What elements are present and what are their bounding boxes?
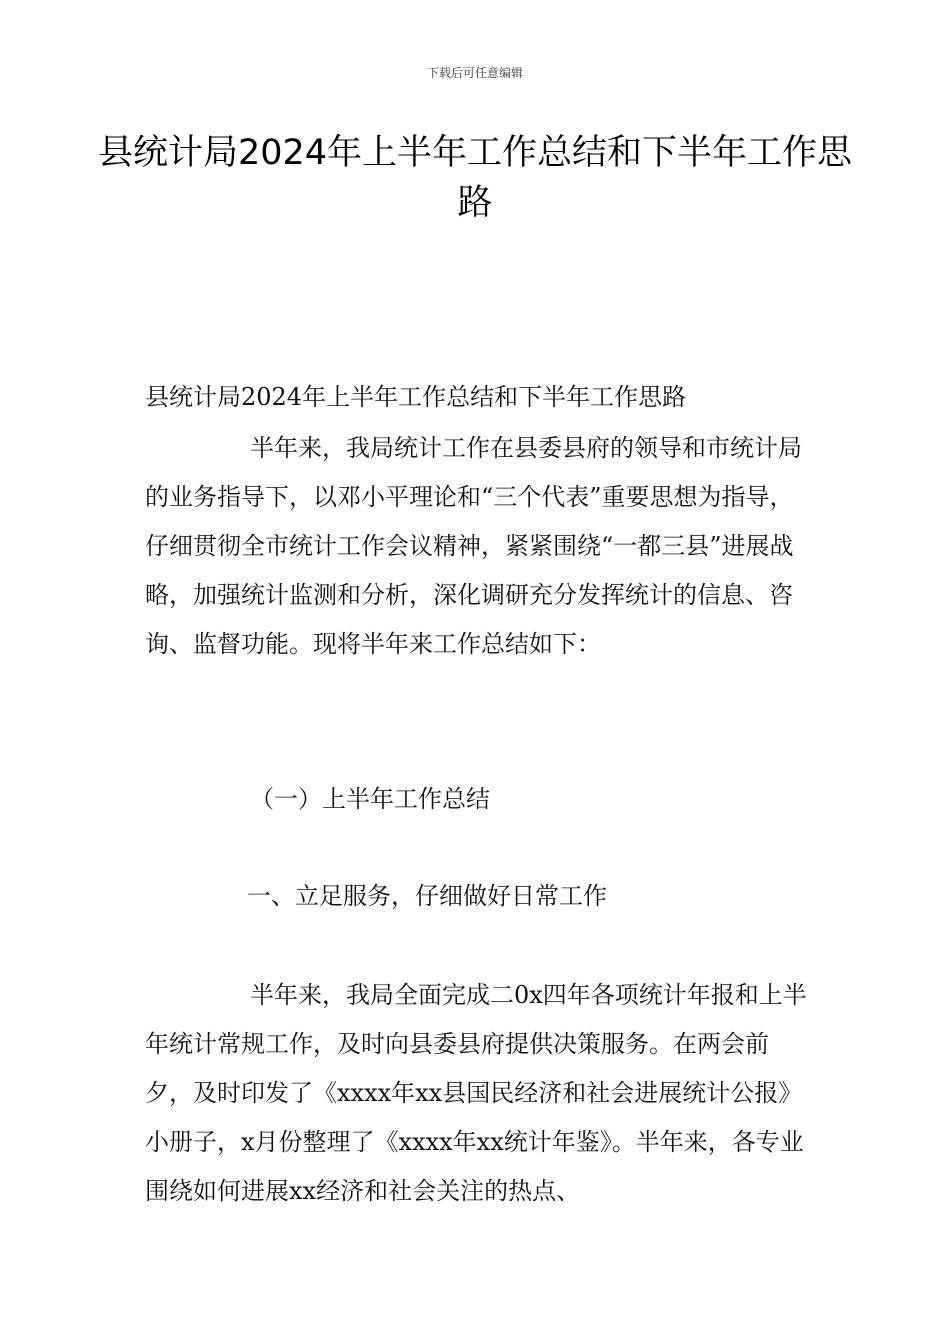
body-paragraph: 半年来，我局全面完成二0x四年各项统计年报和上半年统计常规工作，及时向县委县府提供决策服务。在两会前夕，及时印发了《xxxx年xx县国民经济和社会进展统计公报》小册子，x月份整理了《xxxx年xx统计年鉴》。半年来，各专业围绕如何进展xx经济和社会关注的热点、 — [145, 981, 807, 1205]
intro-paragraph: 半年来，我局统计工作在县委县府的领导和市统计局的业务指导下，以邓小平理论和“三个代表”重要思想为指导，仔细贯彻全市统计工作会议精神，紧紧围绕“一都三县”进展战略，加强统计监测和分析，深化调研充分发挥统计的信息、咨询、监督功能。现将半年来工作总结如下： — [145, 434, 802, 658]
subtitle-line: 县统计局2024年上半年工作总结和下半年工作思路 — [145, 383, 687, 411]
page-header-note: 下载后可任意编辑 — [426, 66, 523, 80]
document-title: 县统计局2024年上半年工作总结和下半年工作思路 — [97, 133, 853, 223]
subsection-heading: 一、立足服务，仔细做好日常工作 — [247, 882, 607, 910]
section-heading: （一）上半年工作总结 — [250, 785, 490, 813]
